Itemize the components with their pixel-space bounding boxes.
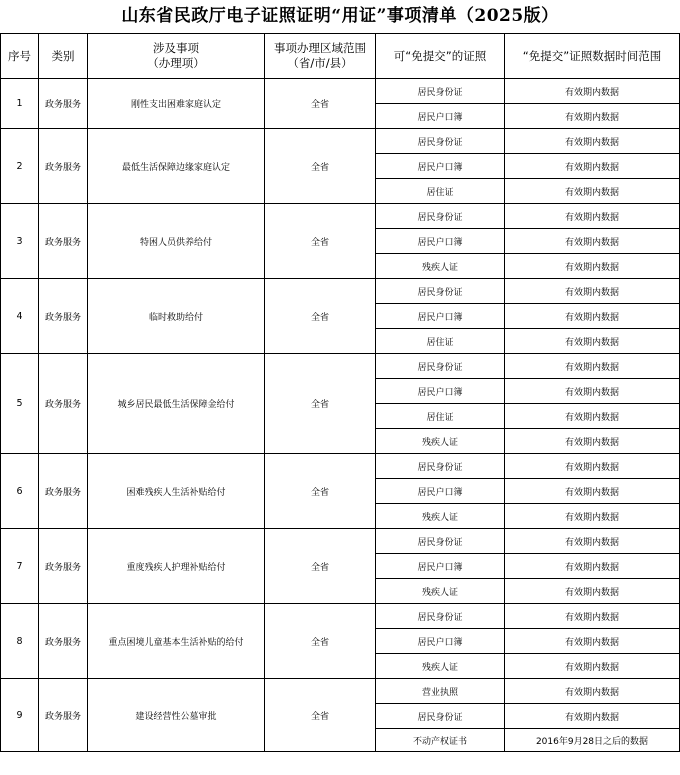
row-cert-range: 有效期内数据: [505, 104, 680, 129]
row-cert-name: 残疾人证: [376, 654, 505, 679]
table-body: [1, 79, 680, 752]
row-cert-range: 有效期内数据: [505, 204, 680, 229]
row-cert-name: 居民身份证: [376, 204, 505, 229]
table-row: [1, 79, 680, 104]
row-seq: 5: [1, 354, 39, 454]
header-scope: [265, 34, 376, 79]
document-title: 山东省民政厅电子证照证明“用证”事项清单（2025版）: [121, 6, 559, 26]
row-cert-range: 有效期内数据: [505, 179, 680, 204]
row-cert-name: 居民身份证: [376, 129, 505, 154]
row-category: 政务服务: [39, 604, 88, 679]
row-cert-range: 有效期内数据: [505, 604, 680, 629]
row-cert-name: 居民户口簿: [376, 554, 505, 579]
row-matter: 最低生活保障边缘家庭认定: [88, 129, 265, 204]
row-scope: 全省: [265, 529, 376, 604]
row-cert-name: 居民户口簿: [376, 104, 505, 129]
row-cert-range: 有效期内数据: [505, 354, 680, 379]
row-cert-name: 居民户口簿: [376, 229, 505, 254]
table-row: [1, 129, 680, 154]
row-cert-range: 有效期内数据: [505, 504, 680, 529]
row-category: 政务服务: [39, 529, 88, 604]
header-scope-line2: （省/市/县）: [287, 56, 353, 70]
row-seq: 7: [1, 529, 39, 604]
row-cert-name: 不动产权证书: [376, 729, 505, 752]
row-cert-range: 有效期内数据: [505, 229, 680, 254]
row-scope: 全省: [265, 604, 376, 679]
row-cert-range: 有效期内数据: [505, 429, 680, 454]
row-cert-range: 有效期内数据: [505, 654, 680, 679]
row-seq: 9: [1, 679, 39, 752]
row-scope: 全省: [265, 279, 376, 354]
row-cert-range: 有效期内数据: [505, 679, 680, 704]
row-cert-range: 有效期内数据: [505, 379, 680, 404]
header-category: 类别: [39, 34, 88, 79]
row-cert-range: 2016年9月28日之后的数据: [505, 729, 680, 752]
header-matter-line2: （办理项）: [147, 56, 205, 70]
row-seq: 2: [1, 129, 39, 204]
row-cert-name: 居民身份证: [376, 704, 505, 729]
row-matter: 刚性支出困难家庭认定: [88, 79, 265, 129]
table-row: [1, 279, 680, 304]
row-matter: 城乡居民最低生活保障金给付: [88, 354, 265, 454]
row-matter: 重点困境儿童基本生活补贴的给付: [88, 604, 265, 679]
row-cert-range: 有效期内数据: [505, 329, 680, 354]
row-matter: 困难残疾人生活补贴给付: [88, 454, 265, 529]
row-matter: 重度残疾人护理补贴给付: [88, 529, 265, 604]
row-category: 政务服务: [39, 279, 88, 354]
row-cert-range: 有效期内数据: [505, 479, 680, 504]
row-cert-range: 有效期内数据: [505, 579, 680, 604]
row-scope: 全省: [265, 679, 376, 752]
header-cert: 可“免提交”的证照: [376, 34, 505, 79]
table-row: [1, 529, 680, 554]
row-cert-range: 有效期内数据: [505, 554, 680, 579]
row-cert-name: 居民户口簿: [376, 154, 505, 179]
row-cert-name: 居民户口簿: [376, 479, 505, 504]
row-cert-name: 居民户口簿: [376, 304, 505, 329]
row-cert-name: 居民身份证: [376, 79, 505, 104]
row-cert-range: 有效期内数据: [505, 704, 680, 729]
row-seq: 3: [1, 204, 39, 279]
row-cert-range: 有效期内数据: [505, 304, 680, 329]
row-cert-range: 有效期内数据: [505, 79, 680, 104]
row-cert-range: 有效期内数据: [505, 254, 680, 279]
row-matter: 建设经营性公墓审批: [88, 679, 265, 752]
row-seq: 6: [1, 454, 39, 529]
row-category: 政务服务: [39, 679, 88, 752]
table-row: [1, 604, 680, 629]
row-cert-name: 居住证: [376, 404, 505, 429]
row-cert-name: 居民身份证: [376, 279, 505, 304]
row-cert-range: 有效期内数据: [505, 154, 680, 179]
row-matter: 临时救助给付: [88, 279, 265, 354]
row-category: 政务服务: [39, 354, 88, 454]
row-cert-name: 残疾人证: [376, 254, 505, 279]
row-category: 政务服务: [39, 79, 88, 129]
header-seq: 序号: [1, 34, 39, 79]
row-cert-name: 居民身份证: [376, 604, 505, 629]
row-cert-name: 居民户口簿: [376, 379, 505, 404]
row-cert-range: 有效期内数据: [505, 629, 680, 654]
row-category: 政务服务: [39, 129, 88, 204]
header-row: [1, 34, 680, 79]
header-scope-line1: 事项办理区域范围: [274, 41, 366, 55]
row-scope: 全省: [265, 129, 376, 204]
row-cert-range: 有效期内数据: [505, 279, 680, 304]
row-cert-name: 居民身份证: [376, 529, 505, 554]
row-seq: 4: [1, 279, 39, 354]
row-scope: 全省: [265, 454, 376, 529]
table-row: [1, 204, 680, 229]
header-range: “免提交”证照数据时间范围: [505, 34, 680, 79]
header-matter-line1: 涉及事项: [153, 41, 199, 55]
table-row: [1, 354, 680, 379]
header-matter: [88, 34, 265, 79]
row-cert-name: 残疾人证: [376, 429, 505, 454]
table-row: [1, 679, 680, 704]
row-scope: 全省: [265, 204, 376, 279]
row-matter: 特困人员供养给付: [88, 204, 265, 279]
row-category: 政务服务: [39, 204, 88, 279]
row-cert-name: 居住证: [376, 179, 505, 204]
row-scope: 全省: [265, 79, 376, 129]
row-cert-name: 营业执照: [376, 679, 505, 704]
matters-table: [0, 33, 680, 752]
row-cert-name: 居民身份证: [376, 354, 505, 379]
row-cert-name: 残疾人证: [376, 579, 505, 604]
row-cert-range: 有效期内数据: [505, 129, 680, 154]
row-cert-range: 有效期内数据: [505, 404, 680, 429]
row-cert-name: 残疾人证: [376, 504, 505, 529]
row-seq: 1: [1, 79, 39, 129]
row-cert-range: 有效期内数据: [505, 454, 680, 479]
row-cert-name: 居住证: [376, 329, 505, 354]
row-category: 政务服务: [39, 454, 88, 529]
row-cert-name: 居民身份证: [376, 454, 505, 479]
table-row: [1, 454, 680, 479]
row-cert-name: 居民户口簿: [376, 629, 505, 654]
row-cert-range: 有效期内数据: [505, 529, 680, 554]
row-scope: 全省: [265, 354, 376, 454]
row-seq: 8: [1, 604, 39, 679]
